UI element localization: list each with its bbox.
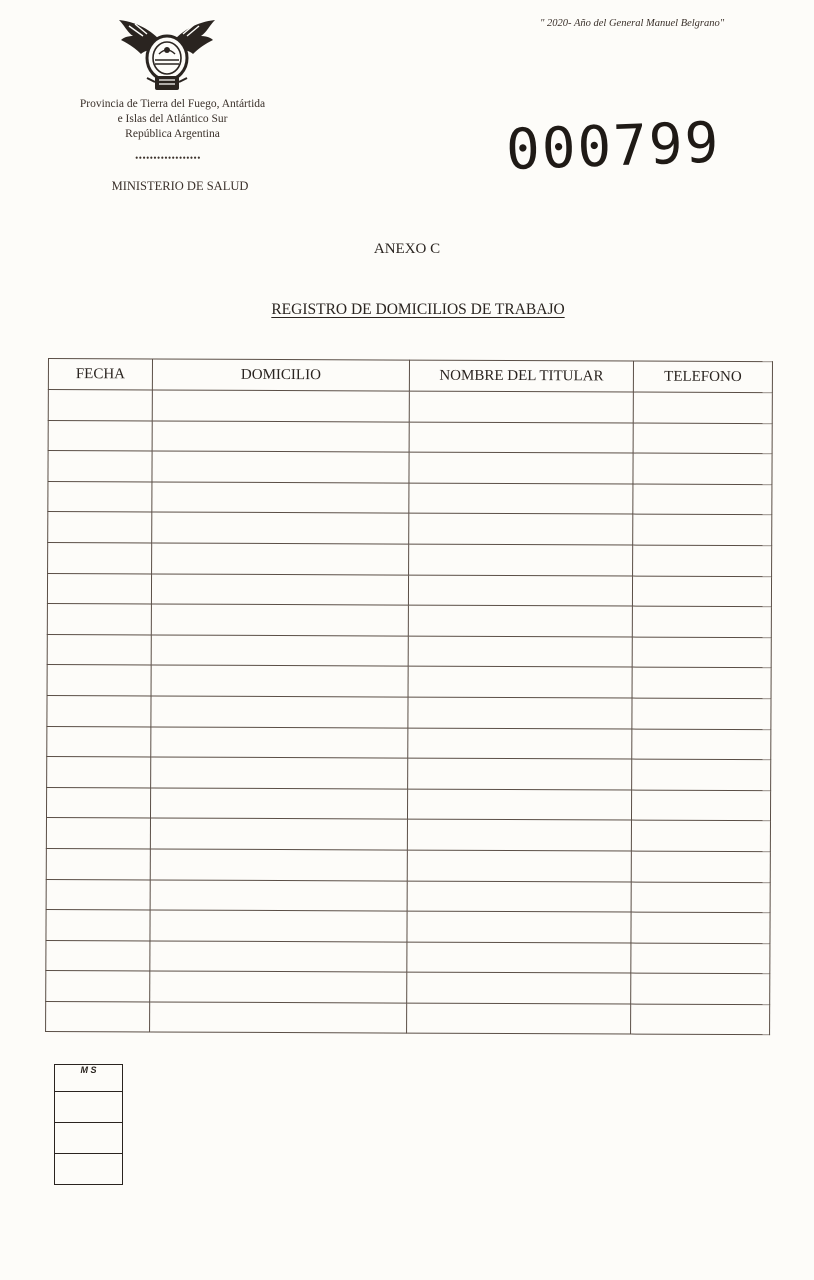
- cell-fecha[interactable]: [48, 512, 152, 543]
- folio-number-stamp: 000799: [505, 110, 722, 183]
- cell-telefono[interactable]: [632, 698, 771, 729]
- table-row: [46, 971, 770, 1005]
- cell-fecha[interactable]: [46, 848, 150, 879]
- cell-nombre-del-titular[interactable]: [408, 575, 632, 607]
- cell-telefono[interactable]: [632, 576, 771, 607]
- cell-nombre-del-titular[interactable]: [409, 483, 633, 515]
- cell-fecha[interactable]: [47, 757, 151, 788]
- cell-fecha[interactable]: [47, 695, 151, 726]
- cell-telefono[interactable]: [632, 729, 771, 760]
- cell-domicilio[interactable]: [151, 696, 408, 728]
- annex-heading: ANEXO C: [373, 241, 441, 257]
- table-row: [46, 910, 770, 944]
- cell-fecha[interactable]: [46, 1001, 150, 1032]
- table-row: [46, 848, 770, 882]
- cell-telefono[interactable]: [633, 484, 772, 515]
- cell-fecha[interactable]: [47, 726, 151, 757]
- cell-fecha[interactable]: [47, 665, 151, 696]
- coat-of-arms-icon: [115, 10, 219, 96]
- cell-telefono[interactable]: [633, 514, 772, 545]
- cell-fecha[interactable]: [47, 634, 151, 665]
- cell-fecha[interactable]: [48, 542, 152, 573]
- cell-domicilio[interactable]: [150, 818, 407, 850]
- cell-telefono[interactable]: [631, 912, 770, 943]
- table-row: [48, 481, 772, 515]
- table-row: [46, 1001, 770, 1035]
- cell-domicilio[interactable]: [152, 512, 409, 544]
- table-row: [48, 420, 772, 454]
- registry-table: [45, 358, 773, 1036]
- cell-domicilio[interactable]: [151, 604, 408, 636]
- cell-domicilio[interactable]: [150, 1002, 407, 1034]
- cell-nombre-del-titular[interactable]: [408, 666, 632, 698]
- cell-domicilio[interactable]: [151, 726, 408, 758]
- table-row: [47, 695, 771, 729]
- table-row: [48, 451, 772, 485]
- cell-nombre-del-titular[interactable]: [407, 789, 631, 821]
- cell-fecha[interactable]: [46, 940, 150, 971]
- cell-fecha[interactable]: [48, 451, 152, 482]
- cell-nombre-del-titular[interactable]: [409, 391, 633, 423]
- table-row: [48, 390, 772, 424]
- cell-nombre-del-titular[interactable]: [409, 544, 633, 576]
- cell-domicilio[interactable]: [150, 849, 407, 881]
- cell-fecha[interactable]: [47, 573, 151, 604]
- ministry-name: MINISTERIO DE SALUD: [111, 179, 249, 193]
- cell-domicilio[interactable]: [151, 574, 408, 606]
- cell-telefono[interactable]: [631, 851, 770, 882]
- table-row: [48, 542, 772, 576]
- registry-header-row: [48, 359, 772, 393]
- cell-telefono[interactable]: [633, 453, 772, 484]
- column-header-domicilio: DOMICILIO: [152, 359, 409, 391]
- cell-nombre-del-titular[interactable]: [407, 881, 631, 913]
- cell-domicilio[interactable]: [150, 941, 407, 973]
- column-header-fecha: FECHA: [48, 359, 152, 390]
- cell-nombre-del-titular[interactable]: [408, 728, 632, 760]
- cell-telefono[interactable]: [632, 667, 771, 698]
- cell-nombre-del-titular[interactable]: [407, 1003, 631, 1035]
- table-row: [48, 512, 772, 546]
- cell-fecha[interactable]: [48, 481, 152, 512]
- cell-nombre-del-titular[interactable]: [409, 452, 633, 484]
- registry-table-body: [46, 390, 773, 1036]
- ms-box-label: M S: [55, 1065, 123, 1092]
- cell-nombre-del-titular[interactable]: [407, 911, 631, 943]
- ms-box-row: [55, 1123, 123, 1154]
- cell-fecha[interactable]: [46, 971, 150, 1002]
- cell-domicilio[interactable]: [150, 788, 407, 820]
- cell-telefono[interactable]: [631, 790, 770, 821]
- cell-domicilio[interactable]: [150, 879, 407, 911]
- cell-telefono[interactable]: [632, 759, 771, 790]
- table-row: [47, 665, 771, 699]
- cell-fecha[interactable]: [47, 604, 151, 635]
- year-motto: " 2020- Año del General Manuel Belgrano": [540, 18, 725, 29]
- cell-fecha[interactable]: [46, 879, 150, 910]
- cell-domicilio[interactable]: [152, 482, 409, 514]
- ms-box-body: [55, 1092, 123, 1185]
- cell-domicilio[interactable]: [152, 390, 409, 422]
- cell-telefono[interactable]: [633, 545, 772, 576]
- cell-nombre-del-titular[interactable]: [408, 636, 632, 668]
- table-row: [46, 818, 770, 852]
- cell-nombre-del-titular[interactable]: [407, 972, 631, 1004]
- table-row: [47, 757, 771, 791]
- ms-box-cell[interactable]: [55, 1123, 123, 1154]
- cell-domicilio[interactable]: [151, 665, 408, 697]
- org-line-country: República Argentina: [125, 128, 220, 140]
- cell-domicilio[interactable]: [150, 971, 407, 1003]
- ms-box-cell[interactable]: [55, 1092, 123, 1123]
- table-row: [46, 879, 770, 913]
- ms-initials-box: [54, 1064, 123, 1185]
- cell-nombre-del-titular[interactable]: [408, 605, 632, 637]
- table-row: [47, 573, 771, 607]
- cell-telefono[interactable]: [631, 1004, 770, 1035]
- table-row: [46, 940, 770, 974]
- cell-telefono[interactable]: [633, 392, 772, 423]
- cell-fecha[interactable]: [46, 787, 150, 818]
- cell-fecha[interactable]: [46, 818, 150, 849]
- cell-domicilio[interactable]: [152, 451, 409, 483]
- cell-telefono[interactable]: [631, 882, 770, 913]
- table-row: [47, 726, 771, 760]
- table-row: [47, 604, 771, 638]
- cell-telefono[interactable]: [631, 973, 770, 1004]
- header-separator: ••••••••••••••••••: [135, 153, 201, 163]
- cell-telefono[interactable]: [631, 820, 770, 851]
- cell-nombre-del-titular[interactable]: [408, 697, 632, 729]
- cell-fecha[interactable]: [46, 910, 150, 941]
- table-row: [47, 634, 771, 668]
- ms-box-row: [55, 1092, 123, 1123]
- cell-nombre-del-titular[interactable]: [409, 422, 633, 454]
- ms-box-row: [55, 1154, 123, 1185]
- cell-nombre-del-titular[interactable]: [407, 819, 631, 851]
- cell-fecha[interactable]: [48, 390, 152, 421]
- cell-nombre-del-titular[interactable]: [407, 850, 631, 882]
- cell-telefono[interactable]: [632, 606, 771, 637]
- org-line-province: Provincia de Tierra del Fuego, Antártida: [79, 98, 266, 110]
- cell-domicilio[interactable]: [152, 543, 409, 575]
- cell-domicilio[interactable]: [152, 421, 409, 453]
- ms-box-cell[interactable]: [55, 1154, 123, 1185]
- cell-telefono[interactable]: [633, 423, 772, 454]
- cell-nombre-del-titular[interactable]: [407, 942, 631, 974]
- cell-nombre-del-titular[interactable]: [409, 513, 633, 545]
- document-title: [0, 301, 814, 319]
- cell-telefono[interactable]: [632, 637, 771, 668]
- cell-telefono[interactable]: [631, 943, 770, 974]
- document-title-text: REGISTRO DE DOMICILIOS DE TRABAJO: [271, 301, 565, 318]
- issuing-organization: [30, 97, 315, 142]
- column-header-telefono: TELEFONO: [633, 361, 772, 393]
- org-line-islands: e Islas del Atlántico Sur: [117, 113, 228, 125]
- cell-domicilio[interactable]: [151, 635, 408, 667]
- cell-fecha[interactable]: [48, 420, 152, 451]
- cell-nombre-del-titular[interactable]: [408, 758, 632, 790]
- column-header-nombre-del-titular: NOMBRE DEL TITULAR: [409, 360, 633, 392]
- table-row: [46, 787, 770, 821]
- cell-domicilio[interactable]: [150, 910, 407, 942]
- cell-domicilio[interactable]: [151, 757, 408, 789]
